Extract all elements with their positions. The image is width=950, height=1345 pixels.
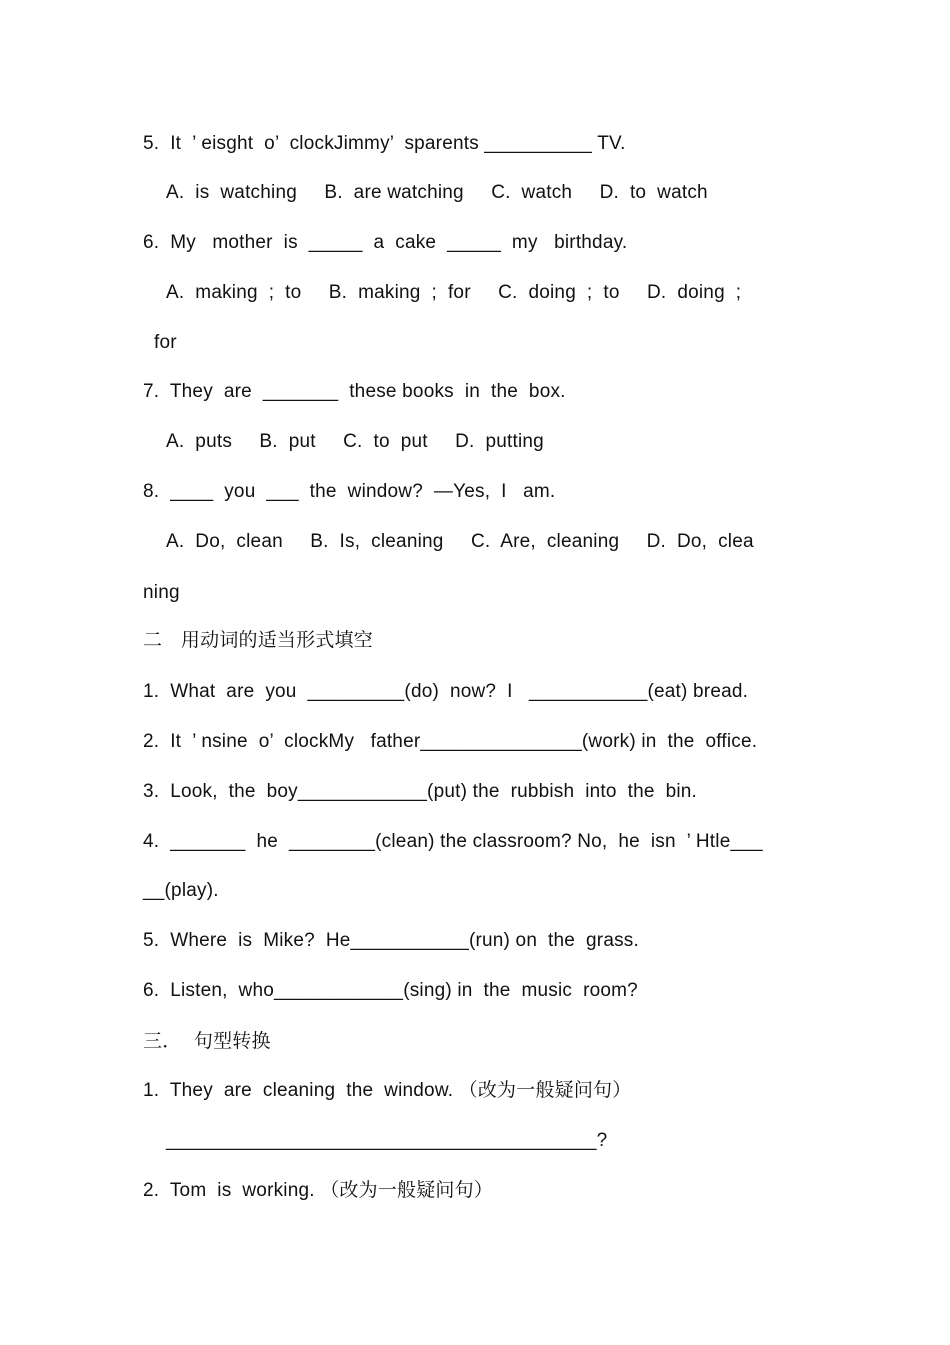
s3-item-2: 2. Tom is working. （改为一般疑问句） xyxy=(143,1180,494,1201)
s2-item-6: 6. Listen, who____________(sing) in the music room? xyxy=(143,980,638,1001)
s3-item-1: 1. They are cleaning the window. （改为一般疑问句） xyxy=(143,1080,632,1101)
s2-item-3: 3. Look, the boy____________(put) the rubbish into the bin. xyxy=(143,781,698,802)
s2-item-1: 1. What are you _________(do) now? I ___________(eat) bread. xyxy=(143,681,749,702)
section2-heading: 二 用动词的适当形式填空 xyxy=(143,629,373,651)
q8-options: A. Do, clean B. Is, cleaning C. Are, cleaning D. Do, clea xyxy=(166,531,754,552)
q8-stem: 8. ____ you ___ the window? —Yes, I am. xyxy=(143,481,556,502)
s2-item-5: 5. Where is Mike? He___________(run) on the grass. xyxy=(143,930,639,951)
s3-answer-blank: ________________________________________? xyxy=(166,1130,608,1151)
q8-options-continued: ning xyxy=(143,582,180,603)
q6-options: A. making ; to B. making ; for C. doing ; to D. doing ; xyxy=(166,282,742,303)
s2-item-4: 4. _______ he ________(clean) the classroom? No, he isn ’ Htle___ xyxy=(143,831,763,852)
q6-options-continued: for xyxy=(154,332,177,353)
q7-options: A. puts B. put C. to put D. putting xyxy=(166,431,544,452)
q7-stem: 7. They are _______ these books in the box. xyxy=(143,381,566,402)
q5-options: A. is watching B. are watching C. watch D. to watch xyxy=(166,182,708,203)
section3-heading: 三． 句型转换 xyxy=(143,1030,271,1052)
q5-stem: 5. It ’ eisght o’ clockJimmy’ sparents __________ TV. xyxy=(143,133,626,154)
s2-item-4-continued: __(play). xyxy=(143,880,219,901)
s2-item-2: 2. It ’ nsine o’ clockMy father_______________(work) in the office. xyxy=(143,731,758,752)
q6-stem: 6. My mother is _____ a cake _____ my birthday. xyxy=(143,232,628,253)
